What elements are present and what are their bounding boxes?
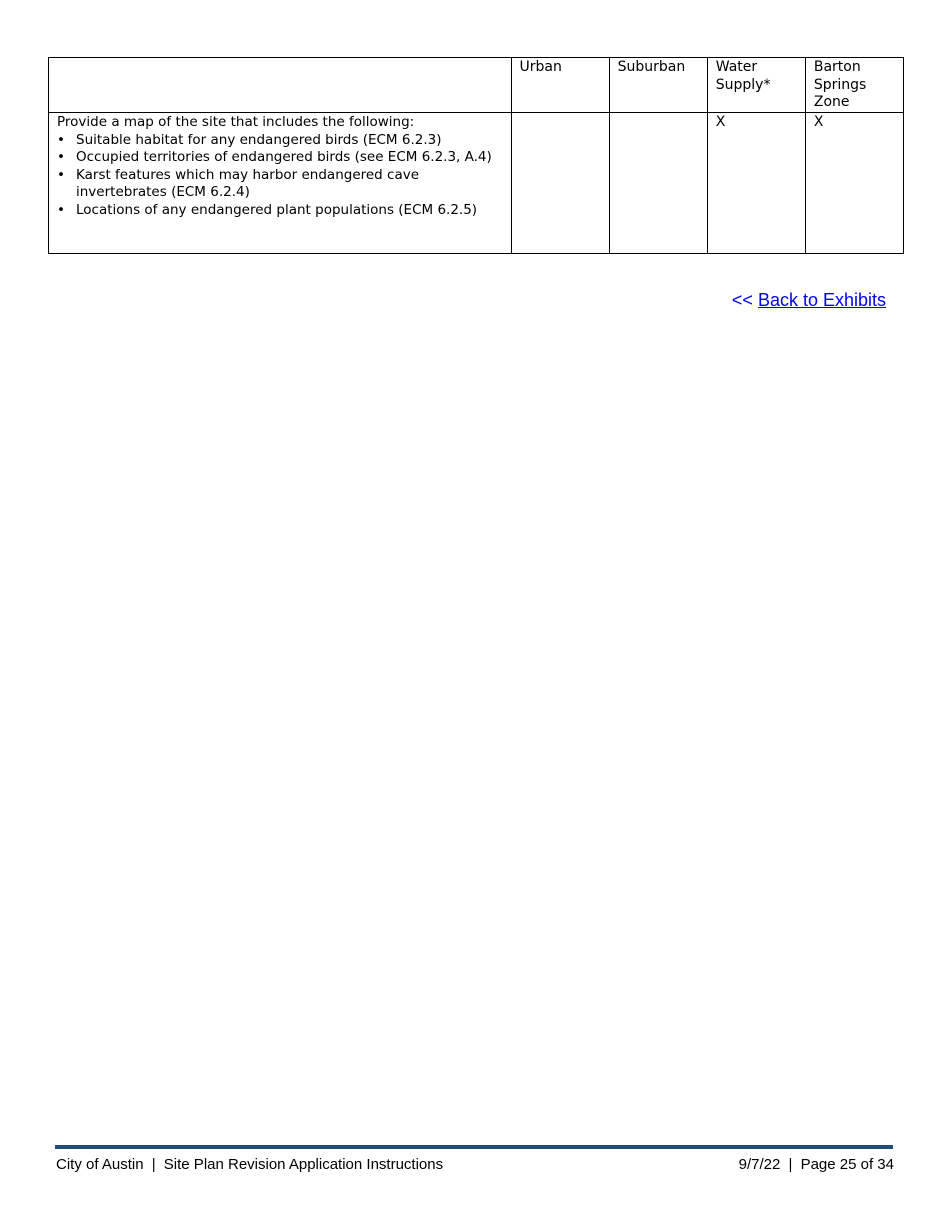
requirement-bullet-list (57, 132, 503, 220)
footer-separator: | (151, 1156, 156, 1173)
header-urban: Urban (511, 58, 609, 113)
list-item: • Suitable habitat for any endangered birds (ECM 6.2.3) (57, 132, 503, 150)
list-item: • Occupied territories of endangered birds (see ECM 6.2.3, A.4) (57, 149, 503, 167)
header-suburban: Suburban (609, 58, 707, 113)
cell-barton-springs-zone: X (805, 113, 903, 254)
requirement-description-cell (49, 113, 512, 254)
list-item: • Locations of any endangered plant populations (ECM 6.2.5) (57, 202, 503, 220)
back-to-exhibits-link[interactable] (732, 290, 886, 311)
footer-org: City of Austin (56, 1156, 144, 1173)
requirements-table (48, 57, 904, 254)
footer-divider (55, 1145, 893, 1149)
header-barton-springs-zone: Barton Springs Zone (805, 58, 903, 113)
back-link-label[interactable]: Back to Exhibits (757, 290, 886, 310)
footer-separator: | (788, 1156, 793, 1173)
list-item: • Karst features which may harbor endangered cave invertebrates (ECM 6.2.4) (57, 167, 503, 202)
footer-date: 9/7/22 (738, 1156, 781, 1173)
footer-page-number: Page 25 of 34 (800, 1156, 894, 1173)
requirement-intro: Provide a map of the site that includes the following: (57, 114, 415, 130)
table-row (49, 113, 904, 254)
cell-water-supply: X (707, 113, 805, 254)
footer-left (56, 1156, 443, 1173)
cell-suburban (609, 113, 707, 254)
back-link-prefix: << (731, 290, 753, 310)
footer-right (739, 1156, 894, 1173)
header-description (49, 58, 512, 113)
table-header-row (49, 58, 904, 113)
header-water-supply: Water Supply* (707, 58, 805, 113)
cell-urban (511, 113, 609, 254)
footer-doc-title: Site Plan Revision Application Instructions (163, 1156, 444, 1173)
